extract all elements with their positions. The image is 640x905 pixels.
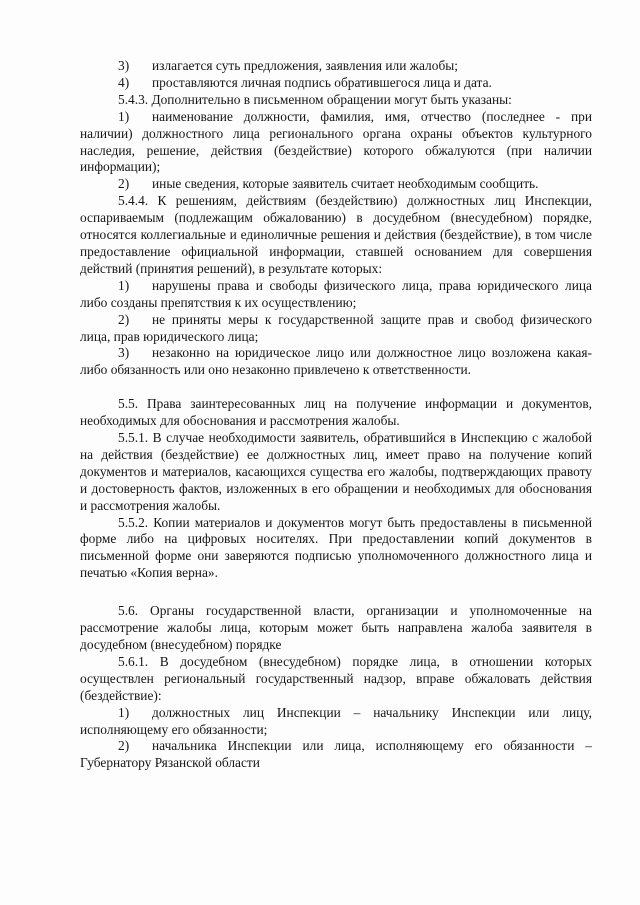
list-item: [80, 109, 592, 177]
list-item-text: нарушены права и свободы физического лица, права юридического лица либо созданы препятствия к их осуществлению;: [80, 277, 592, 310]
list-item: [80, 345, 592, 379]
list-item-number: 1): [118, 277, 130, 293]
list-item: [80, 75, 592, 92]
list-item-number: 1): [118, 108, 130, 124]
list-item: [80, 738, 592, 772]
list-item: [80, 705, 592, 739]
paragraph: 5.4.4. К решениям, действиям (бездействию) должностных лиц Инспекции, оспариваемым (подлежащим обжалованию) в досудебном (внесудебном) порядке, относятся коллегиальные и единоличные решения и действия (бездействие), в том числе предоставление официальной информации, ставшей основанием для совершения действий (принятия решений), в результате которых:: [80, 193, 592, 276]
list-item-number: 2): [118, 738, 130, 754]
paragraph: 5.5.2. Копии материалов и документов могут быть предоставлены в письменной форме либо на цифровых носителях. При предоставлении копий документов в письменной форме они заверяются подписью уполномоченного должностного лица и печатью «Копия верна».: [80, 514, 592, 581]
list-item-text: не приняты меры к государственной защите прав и свобод физического лица, прав юридического лица;: [80, 311, 592, 344]
paragraph: 5.4.3. Дополнительно в письменном обращении могут быть указаны:: [118, 91, 512, 107]
list-item: [80, 278, 592, 312]
list-item: [80, 176, 592, 193]
section-spacer: [80, 379, 592, 396]
list-item-number: 2): [118, 311, 130, 327]
list-item: [80, 312, 592, 346]
list-item-text: начальника Инспекции или лица, исполняющему его обязанности – Губернатору Рязанской области: [80, 738, 592, 771]
paragraph: 5.5.1. В случае необходимости заявитель, обратившийся в Инспекцию с жалобой на действия (бездействие) ее должностных лиц, имеет право на получение копий документов и материалов, касающихся существа его жалобы, подтверждающих правоту и достоверность фактов, изложенных в его обращении и необходимых для обоснования и рассмотрения жалобы.: [80, 430, 592, 513]
list-item-text: проставляются личная подпись обратившегося лица и дата.: [152, 74, 492, 90]
list-item-text: наименование должности, фамилия, имя, отчество (последнее - при наличии) должностного лица регионального органа охраны объектов культурного наследия, решение, действия (бездействие) которого обжалуются (при наличии информации);: [80, 108, 592, 175]
paragraph: 5.5. Права заинтересованных лиц на получение информации и документов, необходимых для обоснования и рассмотрения жалобы.: [80, 396, 592, 429]
paragraph: 5.6.1. В досудебном (внесудебном) порядке лица, в отношении которых осуществлен региональный государственный надзор, вправе обжаловать действия (бездействие):: [80, 653, 592, 703]
list-item-text: излагается суть предложения, заявления или жалобы;: [152, 58, 458, 73]
list-item-number: 2): [118, 176, 130, 192]
section-spacer: [80, 582, 592, 603]
document-body: [80, 58, 592, 772]
list-item: [80, 58, 592, 75]
list-item-number: 1): [118, 704, 130, 720]
paragraph: 5.6. Органы государственной власти, организации и уполномоченные на рассмотрение жалобы лица, которым может быть направлена жалоба заявителя в досудебном (внесудебном) порядке: [80, 603, 592, 652]
list-item-text: незаконно на юридическое лицо или должностное лицо возложена какая-либо обязанность или оно незаконно привлечено к ответственности.: [80, 345, 592, 378]
list-item-number: 4): [118, 74, 130, 90]
list-item-text: должностных лиц Инспекции – начальнику Инспекции или лицу, исполняющему его обязанности;: [80, 704, 592, 737]
list-item-number: 3): [118, 345, 130, 361]
list-item-number: 3): [118, 58, 130, 73]
list-item-text: иные сведения, которые заявитель считает необходимым сообщить.: [152, 176, 539, 192]
